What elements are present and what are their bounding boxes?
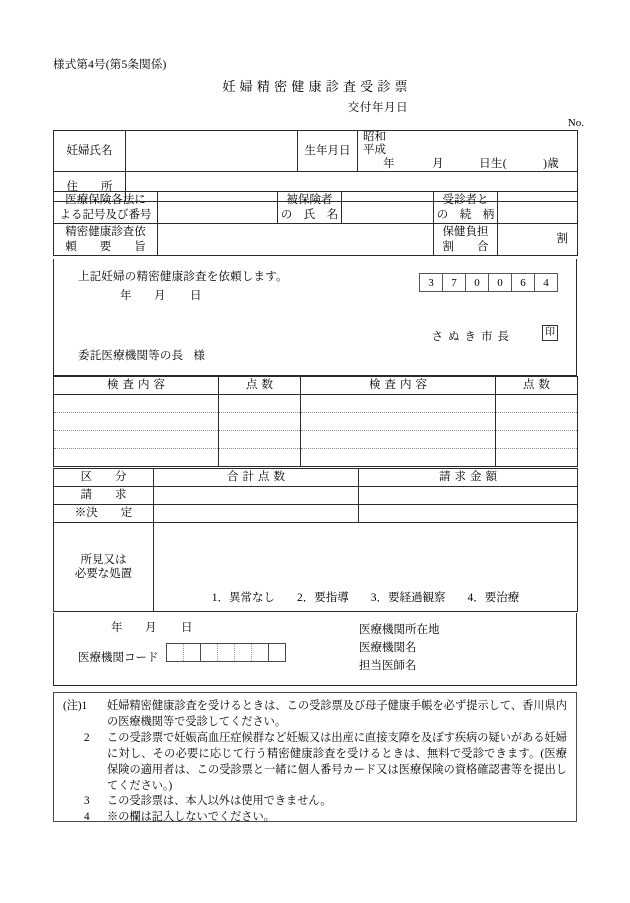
note-item [63,699,567,731]
cell-claim-amount[interactable] [359,487,578,505]
mayor-name: さぬき市長 [431,331,514,343]
row-header-decision: ※決 定 [54,505,154,523]
birth-era [363,131,395,157]
label-doctor-name: 担当医師名 [359,659,417,672]
institution-code-cell[interactable] [218,644,235,662]
relation-line1: 受診者と [442,194,489,207]
burden-rate-line1: 保健負担 [442,226,489,239]
code-digit: 4 [535,274,558,292]
birth-day-unit: 日生( [479,157,507,170]
cell-points[interactable] [496,449,578,467]
addressee [78,347,205,363]
page-title: 妊婦精密健康診査受診票 [222,79,412,94]
serial-no-label: No. [567,117,584,129]
cell-decision-amount[interactable] [359,505,578,523]
findings-label-line1: 所見又は [80,553,127,566]
label-institution-address: 医療機関所在地 [359,624,440,636]
insurance-symbol-line2: よる記号及び番号 [59,208,152,221]
note-item [63,731,567,795]
field-request-reason[interactable] [158,224,434,256]
institution-code-cell[interactable] [252,644,269,662]
request-day-unit: 日 [190,290,202,302]
cell-exam-content[interactable] [301,395,496,413]
cell-points[interactable] [496,395,578,413]
table-row [54,431,578,449]
col-header-points: 点数 [496,377,578,395]
code-digit: 6 [512,274,535,292]
birth-month-unit: 月 [432,157,444,170]
field-insured-name[interactable] [342,192,434,224]
note-text: この受診票は、本人以外は使用できません。 [107,795,332,808]
note-marker: 2 [84,731,90,744]
institution-fields [359,622,440,675]
cell-points[interactable] [496,413,578,431]
field-birthdate[interactable] [358,131,578,172]
row-header-claim: 請 求 [54,487,154,505]
institution-date[interactable] [111,619,193,635]
institution-code-boxes[interactable] [166,643,286,662]
birth-year-unit: 年 [383,157,395,170]
note-marker: (注)1 [63,700,88,712]
cell-points[interactable] [219,395,301,413]
field-insurance-symbol[interactable] [158,192,278,224]
label-relation [434,192,498,224]
choice-option[interactable]: 3．要経過観察 [370,591,446,604]
label-address: 住 所 [54,172,126,202]
cell-exam-content[interactable] [54,413,219,431]
cell-exam-content[interactable] [301,431,496,449]
cell-exam-content[interactable] [54,431,219,449]
table-row [54,413,578,431]
institution-code-cell[interactable] [269,644,286,662]
cell-exam-content[interactable] [54,449,219,467]
institution-code-cell[interactable] [201,644,218,662]
cell-exam-content[interactable] [301,449,496,467]
insured-name-line2: の 氏 名 [280,208,339,221]
cell-points[interactable] [219,413,301,431]
era-heisei: 平成 [363,143,386,156]
note-item [63,794,567,810]
examination-table [53,376,578,467]
issue-date-label: 交付年月日 [347,102,409,114]
institution-block [53,613,577,686]
request-date[interactable] [120,287,202,303]
cell-claim-total-points[interactable] [154,487,359,505]
col-header-points: 点数 [219,377,301,395]
burden-rate-line2: 割 合 [442,240,489,253]
findings-table [53,522,578,612]
label-request-reason [54,224,158,256]
col-header-total-points: 合計点数 [154,469,359,487]
findings-body [154,523,577,611]
field-relation[interactable] [498,192,578,224]
insured-name-line1: 被保険者 [286,194,333,207]
table-row [54,487,578,505]
label-findings [54,523,154,612]
era-showa: 昭和 [363,131,386,143]
table-row [54,192,578,224]
table-header-row [54,377,578,395]
institution-day-unit: 日 [181,622,193,634]
choice-option[interactable]: 4．要治療 [467,591,520,604]
table-row [54,449,578,467]
table-row [420,274,558,292]
insurance-symbol-line1: 医療保険各法に [65,194,146,207]
addressee-honorific: 様 [193,350,206,362]
field-burden-rate[interactable] [498,224,578,256]
relation-line2: の 続 柄 [436,208,495,221]
table-header-row [54,469,578,487]
code-digit: 7 [443,274,466,292]
table-row [54,395,578,413]
request-reason-line1: 精密健康診査依 [65,226,146,239]
findings-choices [154,591,577,605]
label-institution-name: 医療機関名 [359,641,417,654]
burden-rate-unit: 割 [556,233,568,246]
note-marker: 4 [84,811,90,824]
municipality-code-boxes [419,273,558,292]
code-digit: 0 [466,274,489,292]
seal-icon: 印 [542,325,558,341]
request-reason-line2: 頼 要 旨 [65,240,146,253]
col-header-category: 区 分 [54,469,154,487]
request-month-unit: 月 [154,290,166,302]
note-text: 妊婦精密健康診査を受けるときは、この受診票及び母子健康手帳を必ず提示して、香川県内の医療機関等で受診してください。 [107,700,567,728]
institution-month-unit: 月 [145,622,157,634]
label-birthdate: 生年月日 [298,131,358,172]
request-year-unit: 年 [120,290,132,302]
table-row [54,505,578,523]
request-sentence: 上記妊婦の精密健康診査を依頼します。 [78,271,288,283]
label-institution-code: 医療機関コード [78,652,159,664]
note-text: この受診票で妊娠高血圧症候群など妊娠又は出産に直接支障を及ぼす疾病の疑いがある妊婦に対し、その必要に応じて行う精密健康診査を受けるときは、無料で受診できます。(医療保険の適用者は、この受診票と一緒に個人番号カード又は医療保険の資格確認書等を提出してください。) [107,731,567,792]
cell-exam-content[interactable] [301,413,496,431]
code-digit: 0 [489,274,512,292]
label-insured-name [278,192,342,224]
table-row [54,131,578,172]
cell-points[interactable] [219,449,301,467]
notes-block [53,692,577,822]
note-text: ※の欄は記入しないでください。 [107,811,275,824]
col-header-exam-content: 検査内容 [301,377,496,395]
insurance-info-table [53,191,578,256]
label-burden-rate [434,224,498,256]
code-digit: 3 [420,274,443,292]
note-item [63,810,567,826]
label-mother-name: 妊婦氏名 [54,131,126,172]
age-unit: )歳 [543,157,559,170]
birth-date-fields [363,157,559,171]
addressee-text: 委託医療機関等の長 [78,350,184,362]
label-insurance-symbol [54,192,158,224]
col-header-claim-amount: 請求金額 [359,469,578,487]
table-row [167,644,286,662]
field-mother-name[interactable] [126,131,298,172]
choice-option[interactable]: 1．異常なし [211,591,275,604]
billing-table [53,468,578,523]
table-row [54,523,578,612]
note-marker: 3 [84,795,90,808]
cell-decision-total-points[interactable] [154,505,359,523]
choice-option[interactable]: 2．要指導 [297,591,349,604]
institution-code-cell[interactable] [184,644,201,662]
field-findings[interactable] [154,523,578,612]
institution-code-cell[interactable] [235,644,252,662]
col-header-exam-content: 検査内容 [54,377,219,395]
cell-points[interactable] [219,431,301,449]
institution-code-cell[interactable] [167,644,184,662]
form-number: 様式第4号(第5条関係) [53,59,167,71]
cell-points[interactable] [496,431,578,449]
table-row [54,224,578,256]
findings-label-line2: 必要な処置 [74,568,133,580]
institution-year-unit: 年 [111,622,123,634]
request-block [53,259,577,376]
cell-exam-content[interactable] [54,395,219,413]
